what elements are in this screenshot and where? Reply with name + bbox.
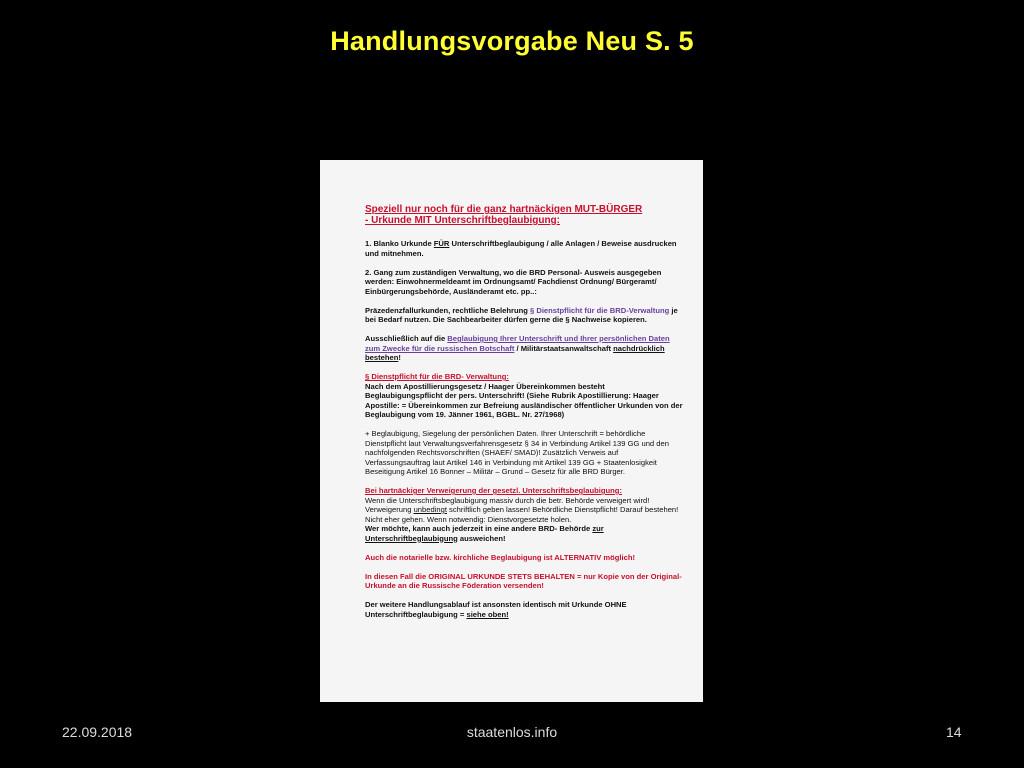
p4-text-b: Beglaubigung Ihrer Unterschrift und Ihrer persönlichen Daten zum Zwecke für die russischen Botschaft — [365, 334, 670, 353]
paragraph-4 — [365, 334, 683, 363]
paragraph-1 — [365, 239, 683, 258]
p7-body-1: Wenn die Unterschriftsbeglaubigung massiv durch die betr. Behörde verweigert wird! Verweigerung — [365, 495, 650, 514]
p5-heading: § Dienstpflicht für die BRD- Verwaltung: — [365, 372, 509, 381]
p4-text-d: nachdrücklich bestehen — [365, 343, 665, 362]
paragraph-5 — [365, 372, 683, 420]
paragraph-9: In diesen Fall die ORIGINAL URKUNDE STETS BEHALTEN = nur Kopie von der Original- Urkunde an die Russische Föderation versenden! — [365, 571, 682, 590]
p10-text-b: siehe oben! — [466, 609, 509, 619]
p3-text-b: § Dienstpflicht für die BRD-Verwaltung — [530, 305, 670, 315]
paragraph-2: 2. Gang zum zuständigen Verwaltung, wo die BRD Personal- Ausweis ausgegeben werden: Einwohnermeldeamt im Ordnungsamt/ Fachdienst Ordnung/ Bürgeramt/ Einbürgerungsbehörde, Ausländeramt etc. pp..: — [365, 267, 662, 296]
footer-site: staatenlos.info — [466, 724, 558, 740]
p3-text-c: je bei Bedarf nutzen. Die Sachbearbeiter dürfen gerne die § Nachweise kopieren. — [365, 305, 678, 324]
document-image — [320, 160, 703, 702]
footer-page-number: 14 — [946, 724, 962, 740]
p7-body-2: unbedingt — [413, 505, 447, 514]
p5-body: Nach dem Apostillierungsgesetz / Haager Übereinkommen besteht Beglaubigungspflicht der pers. Unterschrift! (Siehe Rubrik Apostillierung: Haager Apostille: = Übereinkommen zur Befreiung ausländischer öffentlicher Urkunden von der Beglaubigung vom 19. Jänner 1961, BGBL. Nr. 27/1968) — [365, 381, 683, 419]
paragraph-3 — [365, 306, 683, 325]
footer-date: 22.09.2018 — [62, 724, 133, 740]
p7-body-4: Wer möchte, kann auch jederzeit in eine andere BRD- Behörde — [365, 524, 593, 533]
p7-heading: Bei hartnäckiger Verweigerung der gesetzl. Unterschriftsbeglaubigung: — [365, 486, 622, 495]
paragraph-10 — [365, 600, 683, 619]
heading-line-1: Speziell nur noch für die ganz hartnäckigen MUT-BÜRGER — [365, 204, 643, 215]
p1-text-b: FÜR — [433, 239, 450, 248]
paragraph-7 — [365, 486, 683, 543]
p7-body-6: ausweichen! — [457, 533, 506, 543]
slide-title: Handlungsvorgabe Neu S. 5 — [330, 26, 694, 56]
p4-text-c: / Militärstaatsanwaltschaft — [514, 343, 614, 353]
p4-text-a: Ausschließlich auf die — [365, 334, 448, 343]
paragraph-6: + Beglaubigung, Siegelung der persönlichen Daten. Ihrer Unterschrift = behördliche Dienstpflicht laut Verwaltungsverfahrensgesetz § 34 in Verbindung Artikel 139 GG und den nachfolgenden Rechtsvorschriften (SHAEF/ SMAD)! Zusätzlich Verweis auf Verfassungsauftrag laut Artikel 146 in Verbindung mit Artikel 139 GG + Staatenlosigkeit Beseitigung Artikel 16 Bonner – Militär – Grund – Gesetz für alle BRD Bürger. — [365, 429, 669, 476]
p7-body-5: zur Unterschriftbeglaubigung — [365, 524, 604, 543]
p1-text-a: 1. Blanko Urkunde — [365, 239, 434, 248]
paragraph-8: Auch die notarielle bzw. kirchliche Beglaubigung ist ALTERNATIV möglich! — [365, 552, 636, 562]
document-heading — [365, 204, 683, 226]
p7-body-3: schriftlich geben lassen! Behördliche Dienstpflicht! Darauf bestehen! Nicht eher gehen. Wenn notwendig: Dienstvorgesetzte holen. — [365, 505, 679, 524]
p3-text-a: Präzedenzfallurkunden, rechtliche Belehrung — [365, 305, 530, 315]
heading-line-2: - Urkunde MIT Unterschriftbeglaubigung: — [365, 215, 560, 226]
p4-text-e: ! — [398, 353, 401, 362]
p1-text-c: Unterschriftbeglaubigung / alle Anlagen / Beweise ausdrucken und mitnehmen. — [365, 239, 677, 258]
p10-text-a: Der weitere Handlungsablauf ist ansonsten identisch mit Urkunde OHNE Unterschriftbeglaubigung = — [365, 600, 627, 619]
